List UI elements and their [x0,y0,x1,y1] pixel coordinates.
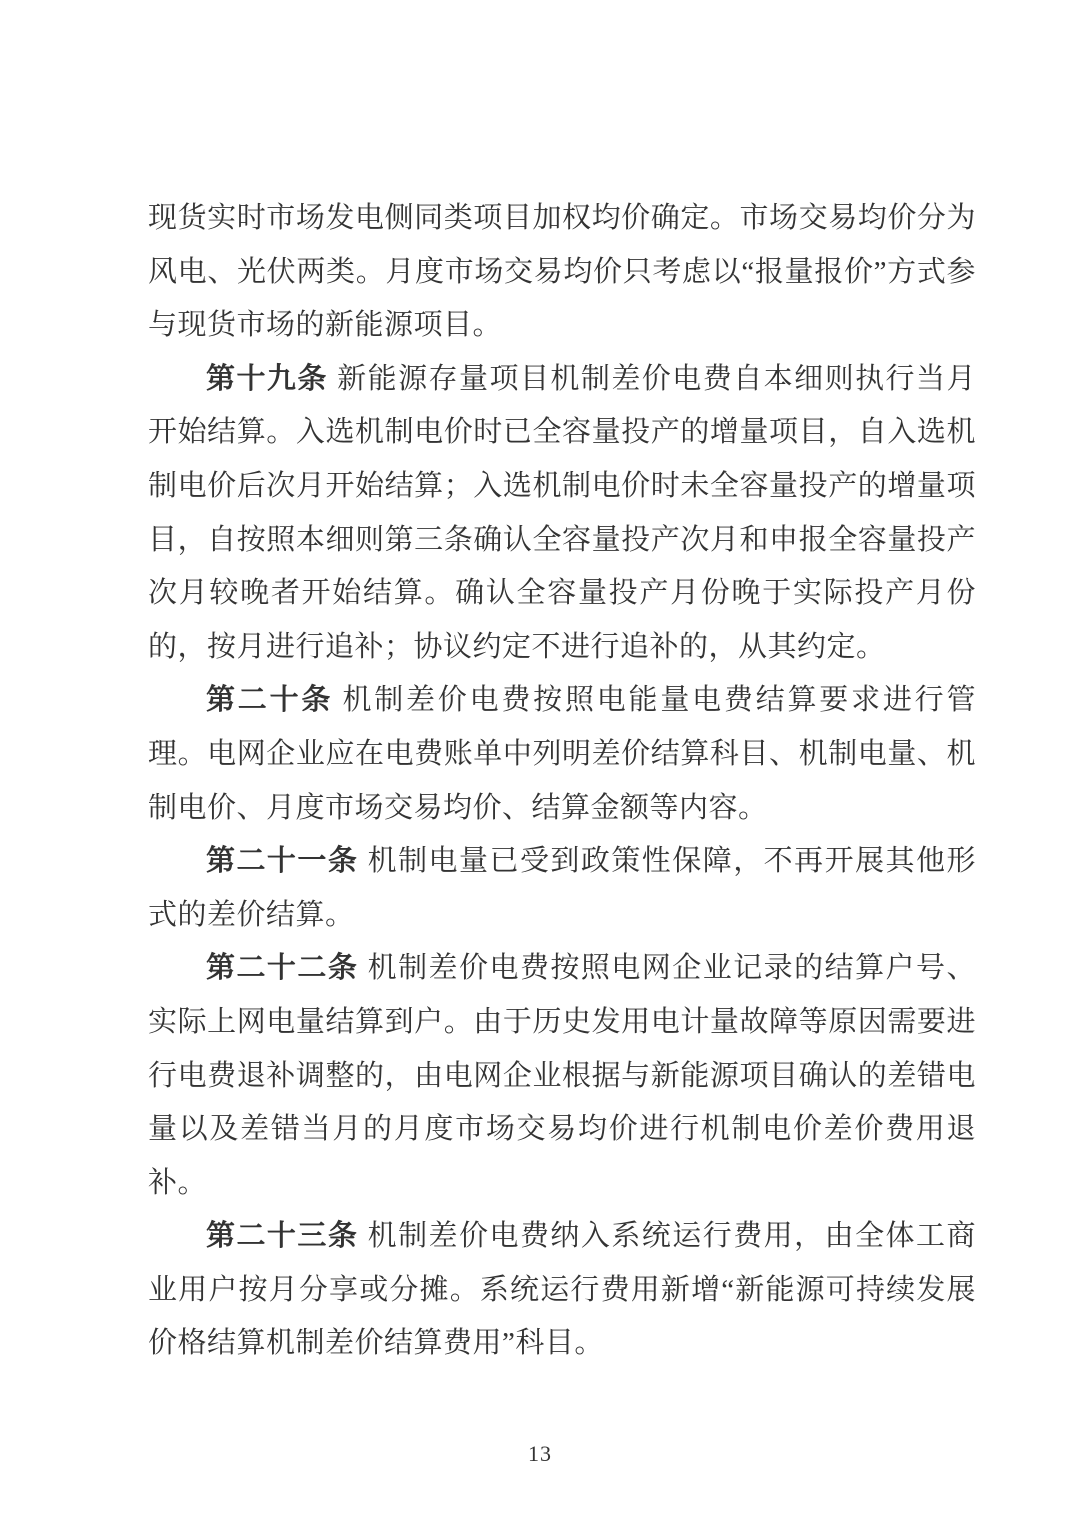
paragraph-text: 机制差价电费按照电网企业记录的结算户号、实际上网电量结算到户。由于历史发用电计量故障等原因需要进行电费退补调整的，由电网企业根据与新能源项目确认的差错电量以及差错当月的月度市场交易均价进行机制电价差价费用退补。 [148,952,976,1199]
paragraph [148,353,976,675]
paragraph [148,835,976,942]
paragraph-text: 机制电量已受到政策性保障，不再开展其他形式的差价结算。 [148,845,976,931]
article-number: 第二十三条 [206,1220,359,1253]
article-number: 第二十条 [206,684,334,717]
article-number: 第二十一条 [206,845,359,878]
article-number: 第十九条 [206,362,328,395]
paragraph [148,192,976,353]
paragraph-text: 新能源存量项目机制差价电费自本细则执行当月开始结算。入选机制电价时已全容量投产的增量项目，自入选机制电价后次月开始结算；入选机制电价时未全容量投产的增量项目，自按照本细则第三条确认全容量投产次月和申报全容量投产次月较晚者开始结算。确认全容量投产月份晚于实际投产月份的，按月进行追补；协议约定不进行追补的，从其约定。 [148,362,976,663]
article-number: 第二十二条 [206,952,359,985]
paragraph [148,942,976,1210]
page-number: 13 [528,1441,552,1466]
paragraph [148,1210,976,1371]
paragraph [148,674,976,835]
document-body [148,192,976,1371]
paragraph-text: 机制差价电费按照电能量电费结算要求进行管理。电网企业应在电费账单中列明差价结算科目、机制电量、机制电价、月度市场交易均价、结算金额等内容。 [148,684,976,824]
paragraph-text: 机制差价电费纳入系统运行费用，由全体工商业用户按月分享或分摊。系统运行费用新增“新能源可持续发展价格结算机制差价结算费用”科目。 [148,1220,976,1360]
paragraph-text: 现货实时市场发电侧同类项目加权均价确定。市场交易均价分为风电、光伏两类。月度市场交易均价只考虑以“报量报价”方式参与现货市场的新能源项目。 [148,202,976,342]
